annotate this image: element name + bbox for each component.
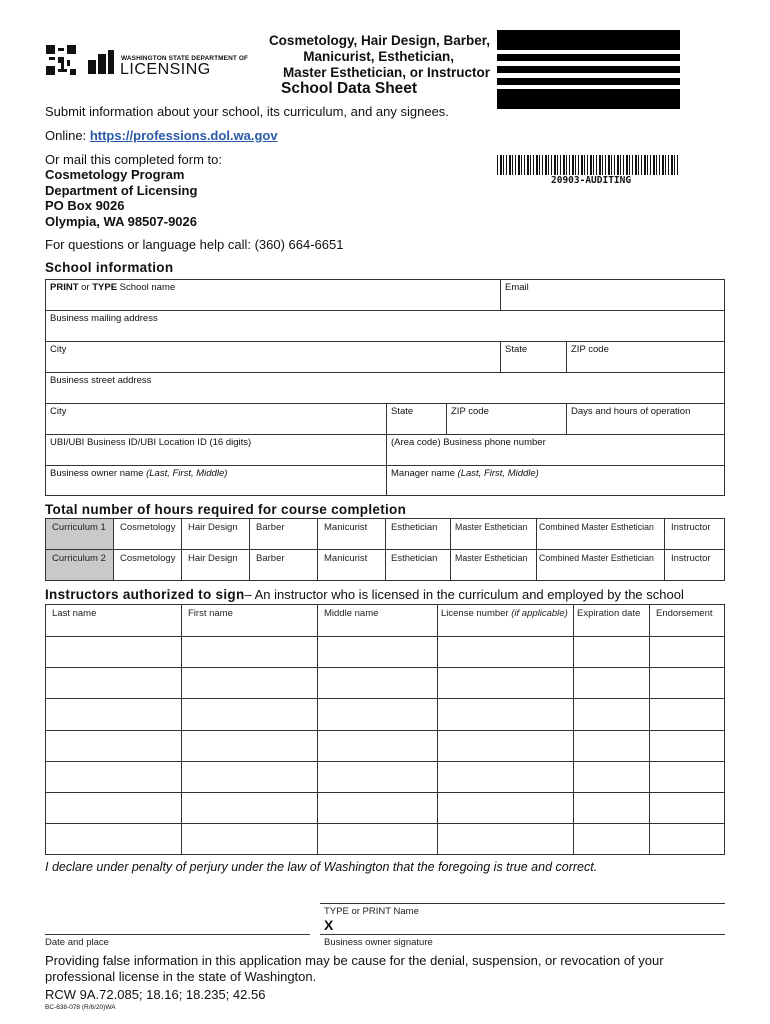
curriculum-2-label: Curriculum 2 xyxy=(52,553,106,564)
signature-field[interactable] xyxy=(340,918,725,934)
manager-name-field[interactable]: Manager name (Last, First, Middle) xyxy=(391,468,539,479)
qr-code-icon xyxy=(46,45,76,75)
false-info-warning: Providing false information in this application may be cause for the denial, suspension, or revocation of your professional license in the state of Washington. xyxy=(45,953,664,984)
instructor-row[interactable] xyxy=(46,637,724,667)
owner-name-field[interactable]: Business owner name (Last, First, Middle) xyxy=(50,468,228,479)
hours-cell-c1-combined[interactable]: Combined Master Esthetician xyxy=(539,522,654,532)
col-endorsement: Endorsement xyxy=(656,608,713,619)
street-city-field[interactable]: City xyxy=(50,406,67,417)
hours-cell-c2-esthetician[interactable]: Esthetician xyxy=(391,553,438,564)
declaration-statement: I declare under penalty of perjury under the law of Washington that the foregoing is true and correct. xyxy=(45,860,598,874)
hours-cell-c1-esthetician[interactable]: Esthetician xyxy=(391,522,438,533)
col-middle-name: Middle name xyxy=(324,608,379,619)
street-state-field[interactable]: State xyxy=(391,406,414,417)
ubi-field[interactable]: UBI/UBI Business ID/UBI Location ID (16 digits) xyxy=(50,437,252,448)
hours-cell-c1-barber[interactable]: Barber xyxy=(256,522,285,533)
mailing-city-field[interactable]: City xyxy=(50,344,67,355)
phone-field[interactable]: (Area code) Business phone number xyxy=(391,437,546,448)
instructor-row[interactable] xyxy=(46,762,724,792)
hours-cell-c1-instructor[interactable]: Instructor xyxy=(671,522,711,533)
instructors-heading: Instructors authorized to sign– An instructor who is licensed in the curriculum and employed by the school xyxy=(45,587,684,602)
col-license-number: License number (if applicable) xyxy=(441,608,568,619)
hours-cell-c1-hair-design[interactable]: Hair Design xyxy=(188,522,238,533)
street-zip-field[interactable]: ZIP code xyxy=(451,406,489,417)
form-id: BC-638-078 (R/6/20)WA xyxy=(45,1004,116,1011)
hours-cell-c2-hair-design[interactable]: Hair Design xyxy=(188,553,238,564)
signature-x-mark: X xyxy=(324,917,334,933)
mailing-address-field[interactable]: Business mailing address xyxy=(50,313,158,324)
instructor-row[interactable] xyxy=(46,731,724,761)
online-link[interactable]: https://professions.dol.wa.gov xyxy=(89,128,278,143)
hours-cell-c1-master-esthetician[interactable]: Master Esthetician xyxy=(455,522,528,532)
instructor-row[interactable] xyxy=(46,668,724,698)
col-last-name: Last name xyxy=(52,608,97,619)
printed-name-field[interactable] xyxy=(320,903,725,917)
mail-label: Or mail this completed form to: xyxy=(45,152,222,167)
email-field[interactable]: Email xyxy=(505,282,529,293)
date-place-field[interactable] xyxy=(45,918,310,934)
hours-cell-c2-instructor[interactable]: Instructor xyxy=(671,553,711,564)
type-print-name-label: TYPE or PRINT Name xyxy=(324,906,419,917)
instructor-row[interactable] xyxy=(46,824,724,854)
col-expiration-date: Expiration date xyxy=(577,608,641,619)
hours-cell-c2-cosmetology[interactable]: Cosmetology xyxy=(120,553,176,564)
curriculum-1-label: Curriculum 1 xyxy=(52,522,106,533)
street-address-field[interactable]: Business street address xyxy=(50,375,152,386)
instructor-row[interactable] xyxy=(46,699,724,730)
school-name-field[interactable]: PRINT or TYPE School name xyxy=(50,282,176,293)
submit-info: Submit information about your school, its curriculum, and any signees. xyxy=(45,104,449,119)
questions-line: For questions or language help call: (360) 664-6651 xyxy=(45,237,344,252)
hours-heading: Total number of hours required for course completion xyxy=(45,502,407,517)
agency-name: LICENSING xyxy=(120,61,211,78)
rcw-reference: RCW 9A.72.085; 18.16; 18.235; 42.56 xyxy=(45,987,266,1002)
form-title: Cosmetology, Hair Design, Barber, Manicurist, Esthetician, Master Esthetician, or Instructor xyxy=(268,33,490,80)
online-line: Online: https://professions.dol.wa.gov xyxy=(45,128,278,143)
form-subtitle: School Data Sheet xyxy=(281,80,418,97)
instructor-row[interactable] xyxy=(46,793,724,823)
redaction-bars xyxy=(497,30,680,110)
hours-cell-c2-master-esthetician[interactable]: Master Esthetician xyxy=(455,553,528,563)
school-info-heading: School information xyxy=(45,260,174,275)
col-first-name: First name xyxy=(188,608,233,619)
hours-cell-c2-manicurist[interactable]: Manicurist xyxy=(324,553,368,564)
dol-logo-icon xyxy=(88,50,118,76)
hours-cell-c1-manicurist[interactable]: Manicurist xyxy=(324,522,368,533)
mail-address: Cosmetology Program Department of Licensing PO Box 9026 Olympia, WA 98507-9026 xyxy=(45,167,198,229)
date-place-label: Date and place xyxy=(45,937,109,948)
barcode-icon xyxy=(497,155,679,175)
mailing-state-field[interactable]: State xyxy=(505,344,528,355)
days-hours-field[interactable]: Days and hours of operation xyxy=(571,406,691,417)
hours-cell-c2-combined[interactable]: Combined Master Esthetician xyxy=(539,553,654,563)
mailing-zip-field[interactable]: ZIP code xyxy=(571,344,609,355)
signature-label: Business owner signature xyxy=(324,937,433,948)
hours-cell-c2-barber[interactable]: Barber xyxy=(256,553,285,564)
hours-cell-c1-cosmetology[interactable]: Cosmetology xyxy=(120,522,176,533)
barcode-text: 20903-AUDITING xyxy=(551,175,632,186)
agency-small: WASHINGTON STATE DEPARTMENT OF xyxy=(121,55,249,62)
